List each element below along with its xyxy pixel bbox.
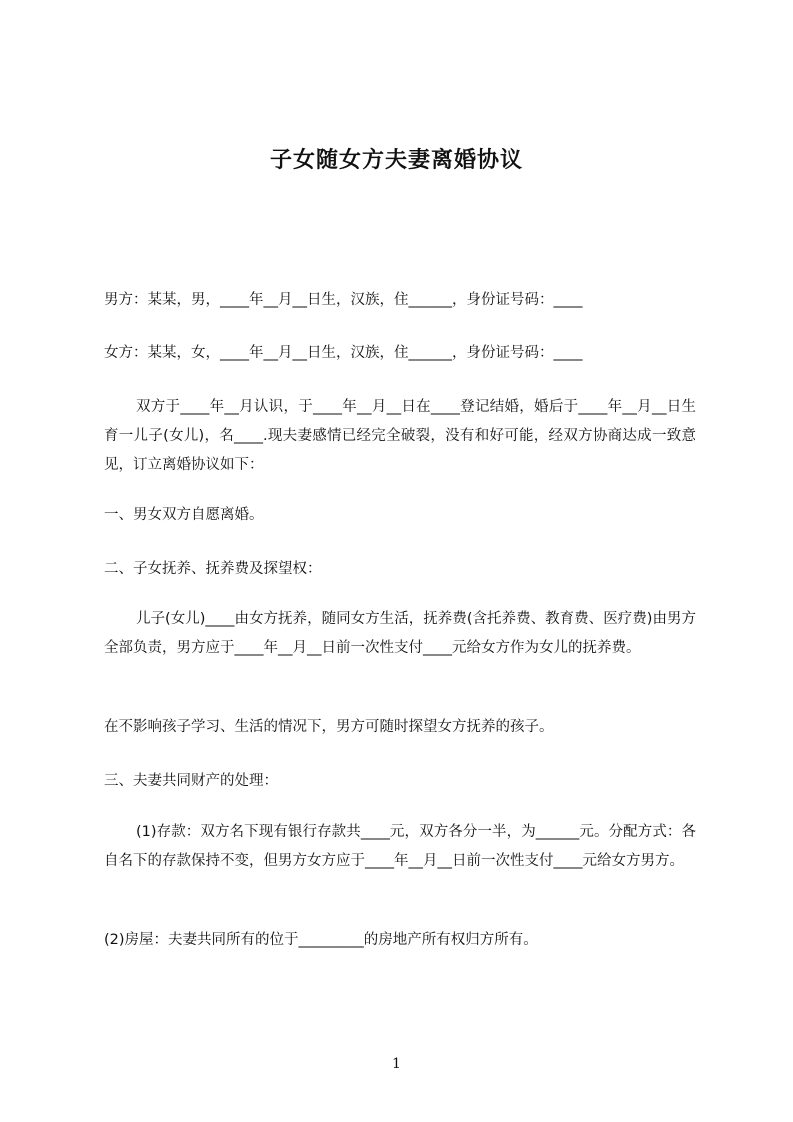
custody-paragraph: 儿子(女儿)____由女方抚养，随同女方生活，抚养费(含托养费、教育费、医疗费)由男方全部负责，男方应于____年__月__日前一次性支付____元给女方作为女儿的抚养费。: [104, 611, 696, 656]
page-number: 1: [392, 1056, 401, 1072]
deposit-paragraph: (1)存款：双方名下现有银行存款共____元，双方各分一半，为______元。分配方式：各自名下的存款保持不变，但男方女方应于____年__月__日前一次性支付____元给女方男方。: [104, 824, 696, 869]
visitation-paragraph: 在不影响孩子学习、生活的情况下，男方可随时探望女方抚养的孩子。: [104, 719, 554, 735]
male-party-info: 男方：某某，男，____年__月__日生，汉族，住______，身份证号码：____: [104, 292, 583, 308]
section-2-heading: 二、子女抚养、抚养费及探望权：: [104, 561, 322, 577]
female-party-info: 女方：某某，女，____年__月__日生，汉族，住______，身份证号码：____: [104, 345, 583, 361]
intro-paragraph: 双方于____年__月认识，于____年__月__日在____登记结婚，婚后于____年__月__日生育一儿子(女儿)，名____.现夫妻感情已经完全破裂，没有和好可能，经双方协商达成一致意见，订立离婚协议如下：: [104, 399, 696, 473]
section-3-heading: 三、夫妻共同财产的处理：: [104, 773, 278, 789]
section-1-heading: 一、男女双方自愿离婚。: [104, 507, 264, 523]
house-paragraph: (2)房屋：夫妻共同所有的位于_________的房地产所有权归方所有。: [104, 932, 538, 948]
document-title: 子女随女方夫妻离婚协议: [269, 148, 523, 173]
